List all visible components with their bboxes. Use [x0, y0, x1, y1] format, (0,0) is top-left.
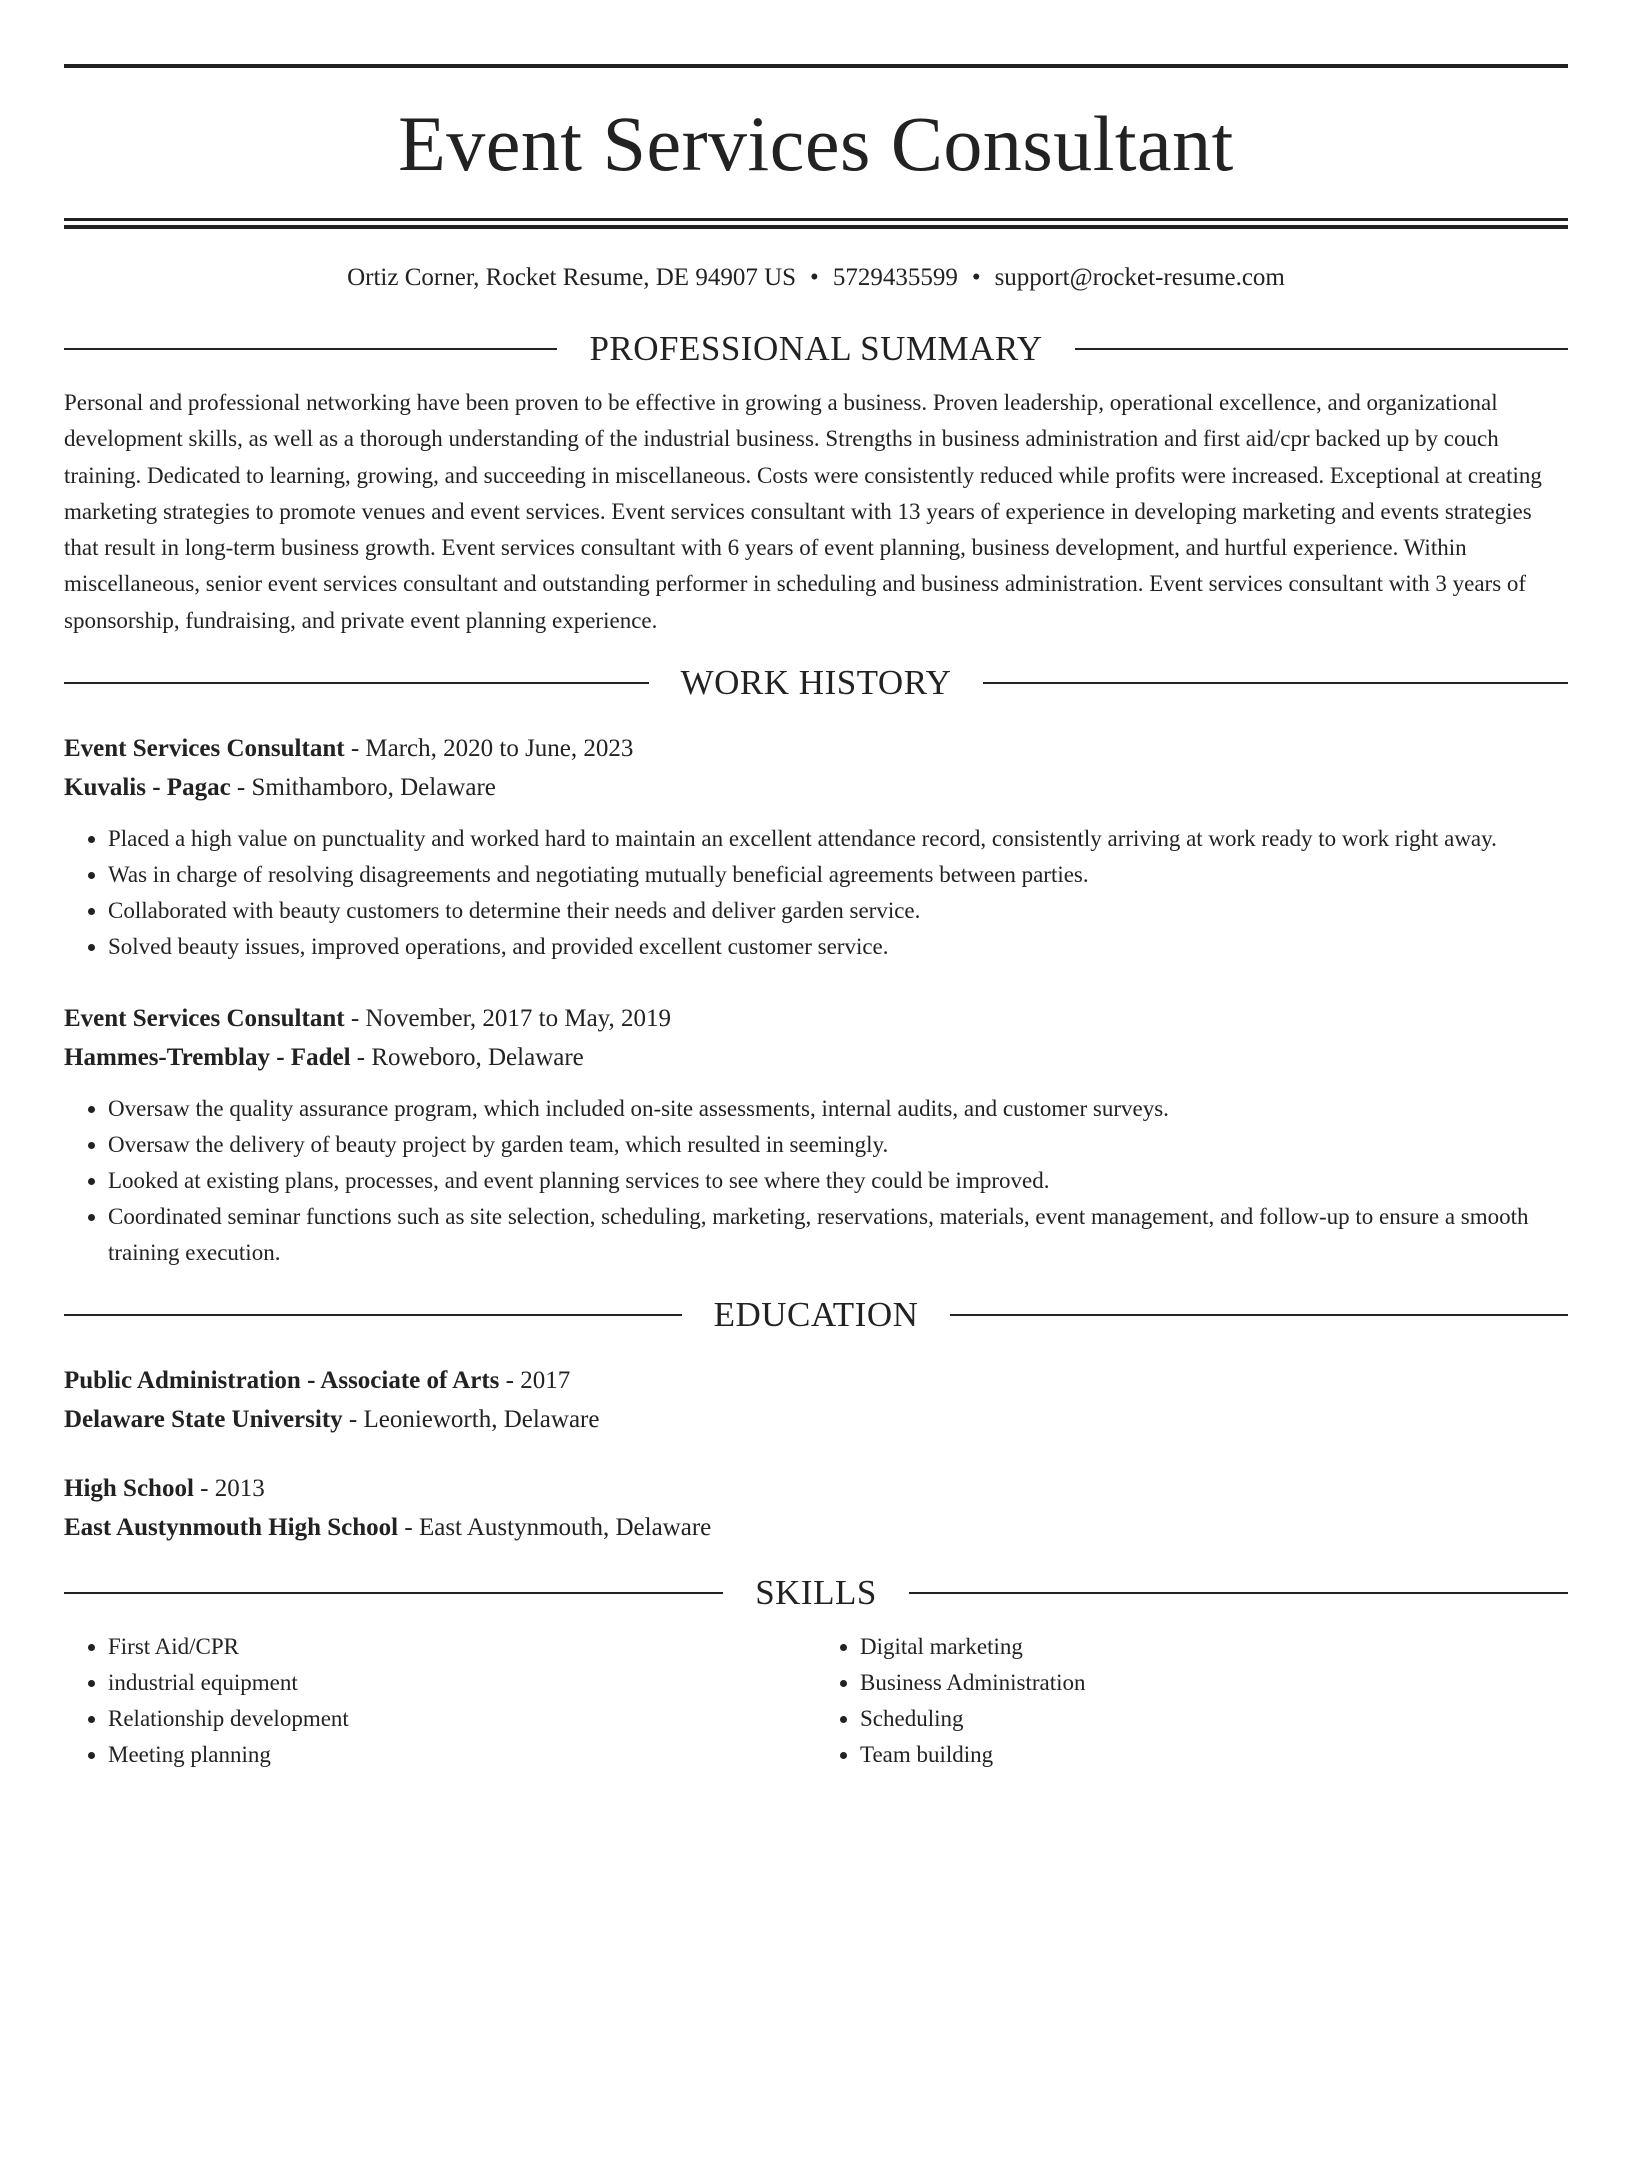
heading-rule	[909, 1592, 1568, 1594]
degree-year: - 2017	[499, 1367, 571, 1395]
list-item: • Placed a high value on punctuality and worked hard to maintain an excellent attendance record, consistently arriving at work ready to work right away.	[108, 821, 1568, 857]
skill-item: • Scheduling	[860, 1701, 1568, 1737]
top-rule	[64, 64, 1568, 68]
contact-email: support@rocket-resume.com	[994, 264, 1285, 291]
heading-rule	[983, 682, 1568, 684]
list-item: • Collaborated with beauty customers to determine their needs and deliver garden service.	[108, 893, 1568, 929]
contact-line	[64, 262, 1568, 294]
skill-item: • industrial equipment	[108, 1665, 816, 1701]
list-item: • Solved beauty issues, improved operations, and provided excellent customer service.	[108, 929, 1568, 965]
education-entry	[64, 1469, 1568, 1547]
job-title-line	[64, 999, 1568, 1038]
section-heading-summary	[64, 327, 1568, 371]
degree: Public Administration - Associate of Arts	[64, 1367, 500, 1395]
job-company-line	[64, 768, 1568, 807]
skills-columns	[64, 1629, 1568, 1773]
section-heading-work	[64, 661, 1568, 705]
job-location: - Roweboro, Delaware	[350, 1044, 584, 1072]
skills-heading: SKILLS	[755, 1573, 877, 1613]
job-entry	[64, 999, 1568, 1271]
title-double-rule	[64, 218, 1568, 229]
job-company: Hammes-Tremblay - Fadel	[64, 1044, 351, 1072]
list-item: • Was in charge of resolving disagreements and negotiating mutually beneficial agreements between parties.	[108, 857, 1568, 893]
contact-separator: •	[971, 264, 981, 291]
job-title-line	[64, 729, 1568, 768]
degree-line	[64, 1361, 1568, 1400]
skills-list-left	[64, 1629, 816, 1773]
job-bullets	[64, 1091, 1568, 1271]
degree-year: - 2013	[193, 1475, 265, 1503]
heading-rule	[1075, 348, 1568, 350]
school-line	[64, 1508, 1568, 1547]
job-bullets	[64, 821, 1568, 965]
skills-list-right	[816, 1629, 1568, 1773]
heading-rule	[64, 682, 649, 684]
job-dates: - November, 2017 to May, 2019	[344, 1005, 672, 1033]
school-location: - East Austynmouth, Delaware	[398, 1514, 712, 1542]
school-location: - Leonieworth, Delaware	[342, 1406, 600, 1434]
job-company: Kuvalis - Pagac	[64, 774, 231, 802]
degree: High School	[64, 1475, 194, 1503]
job-entry	[64, 729, 1568, 965]
resume-page	[0, 64, 1632, 2176]
degree-line	[64, 1469, 1568, 1508]
summary-heading: PROFESSIONAL SUMMARY	[589, 329, 1043, 368]
school: Delaware State University	[64, 1406, 343, 1434]
list-item: • Looked at existing plans, processes, and event planning services to see where they could be improved.	[108, 1163, 1568, 1199]
job-role: Event Services Consultant	[64, 1005, 345, 1033]
contact-address: Ortiz Corner, Rocket Resume, DE 94907 US	[347, 264, 797, 291]
section-heading-education	[64, 1293, 1568, 1337]
resume-title: Event Services Consultant	[398, 100, 1234, 187]
list-item: • Oversaw the delivery of beauty project by garden team, which resulted in seemingly.	[108, 1127, 1568, 1163]
school: East Austynmouth High School	[64, 1514, 399, 1542]
skill-item: • Team building	[860, 1737, 1568, 1773]
summary-text: Personal and professional networking have been proven to be effective in growing a business. Proven leadership, operational excellence, and organizational development skills, as well as a thorough understanding of the industrial business. Strengths in business administration and first aid/cpr backed up by couch training. Dedicated to learning, growing, and succeeding in miscellaneous. Costs were consistently reduced while profits were increased. Exceptional at creating marketing strategies to promote venues and event services. Event services consultant with 13 years of experience in developing marketing and events strategies that result in long-term business growth. Event services consultant with 6 years of event planning, business development, and hurtful experience. Within miscellaneous, senior event services consultant and outstanding performer in scheduling and business administration. Event services consultant with 3 years of sponsorship, fundraising, and private event planning experience.	[64, 390, 1542, 633]
work-heading: WORK HISTORY	[680, 663, 952, 703]
skill-item: • Meeting planning	[108, 1737, 816, 1773]
skill-item: • First Aid/CPR	[108, 1629, 816, 1665]
list-item: • Coordinated seminar functions such as site selection, scheduling, marketing, reservations, materials, event management, and follow-up to ensure a smooth training execution.	[108, 1199, 1568, 1271]
contact-separator: •	[810, 264, 819, 291]
section-heading-skills	[64, 1571, 1568, 1615]
contact-phone: 5729435599	[832, 264, 958, 291]
job-company-line	[64, 1038, 1568, 1077]
skill-item: • Relationship development	[108, 1701, 816, 1737]
education-heading: EDUCATION	[713, 1295, 919, 1335]
list-item: • Oversaw the quality assurance program, which included on-site assessments, internal audits, and customer surveys.	[108, 1091, 1568, 1127]
skill-item: • Digital marketing	[860, 1629, 1568, 1665]
job-location: - Smithamboro, Delaware	[230, 774, 496, 802]
job-dates: - March, 2020 to June, 2023	[344, 735, 634, 763]
heading-rule	[64, 1592, 723, 1594]
job-role: Event Services Consultant	[64, 735, 345, 763]
heading-rule	[950, 1314, 1568, 1316]
education-entry	[64, 1361, 1568, 1439]
heading-rule	[64, 348, 557, 350]
school-line	[64, 1400, 1568, 1439]
skill-item: • Business Administration	[860, 1665, 1568, 1701]
heading-rule	[64, 1314, 682, 1316]
